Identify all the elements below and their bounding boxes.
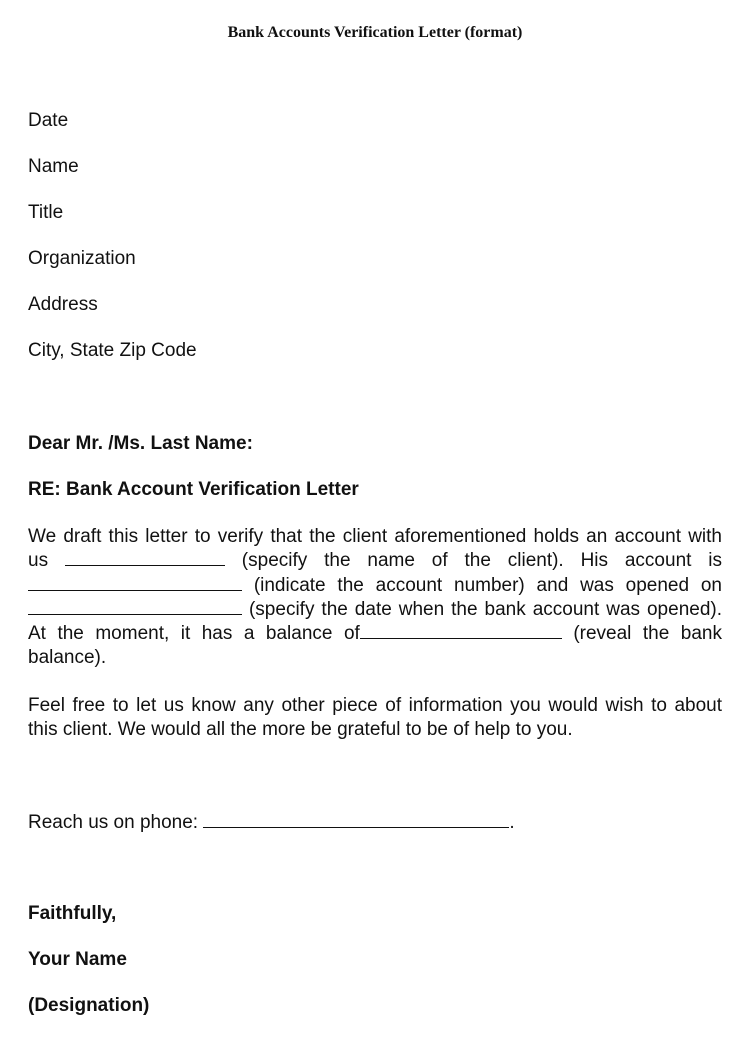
title-line: Title xyxy=(28,202,64,223)
signer-name: Your Name xyxy=(28,949,127,970)
p1-balance-hint: (reveal the bank balance). xyxy=(28,623,723,669)
p1-client-hint: (specify the name of the client). His account is xyxy=(241,550,722,572)
organization-line: Organization xyxy=(28,248,136,269)
name-line: Name xyxy=(28,156,79,177)
date-line: Date xyxy=(28,110,69,131)
sign-off: Faithfully, xyxy=(28,903,117,924)
phone-line xyxy=(28,811,515,834)
subject-line: RE: Bank Account Verification Letter xyxy=(28,479,359,500)
phone-label: Reach us on phone: xyxy=(28,812,199,833)
balance-blank xyxy=(360,622,562,639)
opening-date-blank xyxy=(28,598,242,615)
phone-end: . xyxy=(509,812,515,833)
phone-blank xyxy=(203,811,509,828)
p1-intro: We draft this letter to verify that the client aforementioned holds an account with us xyxy=(28,526,722,572)
body-paragraph-1 xyxy=(28,525,722,671)
salutation: Dear Mr. /Ms. Last Name: xyxy=(28,433,253,454)
body-paragraph-2: Feel free to let us know any other piece of information you would wish to about this client. We would all the more be grateful to be of help to you. xyxy=(28,695,722,741)
account-number-blank xyxy=(28,574,242,591)
address-line: Address xyxy=(28,294,98,315)
document-title: Bank Accounts Verification Letter (format) xyxy=(227,24,523,41)
p1-account-hint: (indicate the account number) and was opened on xyxy=(253,574,723,596)
city-state-zip-line: City, State Zip Code xyxy=(28,340,197,361)
signer-designation: (Designation) xyxy=(28,995,150,1016)
client-name-blank xyxy=(65,549,225,566)
p1-date-hint: (specify the date when the bank account was opened). At the moment, it has a balance of xyxy=(28,598,723,645)
